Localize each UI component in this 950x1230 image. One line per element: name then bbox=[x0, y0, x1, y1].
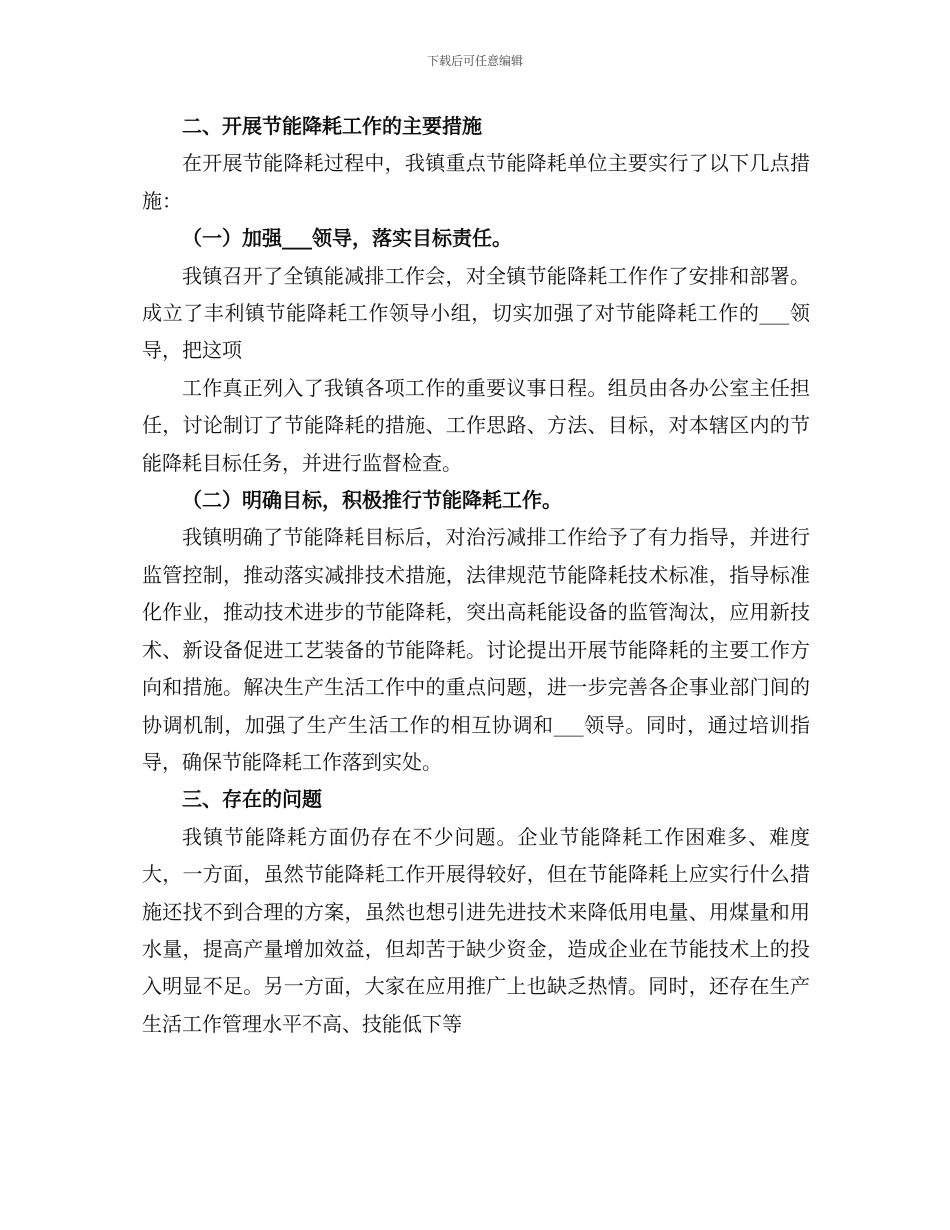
paragraph: 我镇节能降耗方面仍存在不少问题。企业节能降耗工作困难多、难度大，一方面，虽然节能降耗工作开展得较好，但在节能降耗上应实行什么措施还找不到合理的方案，虽然也想引进先进技术来降低用电量、用煤量和用水量，提高产量增加效益，但却苦于缺少资金，造成企业在节能技术上的投入明显不足。另一方面，大家在应用推广上也缺乏热情。同时，还存在生产生活工作管理水平不高、技能低下等 bbox=[142, 824, 810, 1036]
section-heading-measures: 二、开展节能降耗工作的主要措施 bbox=[182, 114, 482, 138]
document-body bbox=[142, 108, 810, 1043]
paragraph: 我镇明确了节能降耗目标后，对治污减排工作给予了有力指导，并进行监管控制，推动落实减排技术措施，法律规范节能降耗技术标准，指导标准化作业，推动技术进步的节能降耗，突出高耗能设备的监管淘汰，应用新技术、新设备促进工艺装备的节能降耗。讨论提出开展节能降耗的主要工作方向和措施。解决生产生活工作中的重点问题，进一步完善各企事业部门间的协调机制，加强了生产生活工作的相互协调和___领导。同时，通过培训指导，确保节能降耗工作落到实处。 bbox=[142, 525, 810, 774]
paragraph: 我镇召开了全镇能减排工作会，对全镇节能降耗工作作了安排和部署。成立了丰利镇节能降耗工作领导小组，切实加强了对节能降耗工作的___领导，把这项 bbox=[142, 263, 810, 363]
subheading-leadership: （一）加强___领导，落实目标责任。 bbox=[182, 226, 512, 251]
section-heading-problems: 三、存在的问题 bbox=[182, 787, 322, 812]
page-header: 下载后可任意编辑 bbox=[426, 54, 523, 68]
paragraph: 工作真正列入了我镇各项工作的重要议事日程。组员由各办公室主任担任，讨论制订了节能降耗的措施、工作思路、方法、目标，对本辖区内的节能降耗目标任务，并进行监督检查。 bbox=[142, 375, 810, 475]
subheading-goals: （二）明确目标，积极推行节能降耗工作。 bbox=[182, 488, 562, 513]
paragraph: 在开展节能降耗过程中，我镇重点节能降耗单位主要实行了以下几点措施： bbox=[142, 151, 810, 213]
